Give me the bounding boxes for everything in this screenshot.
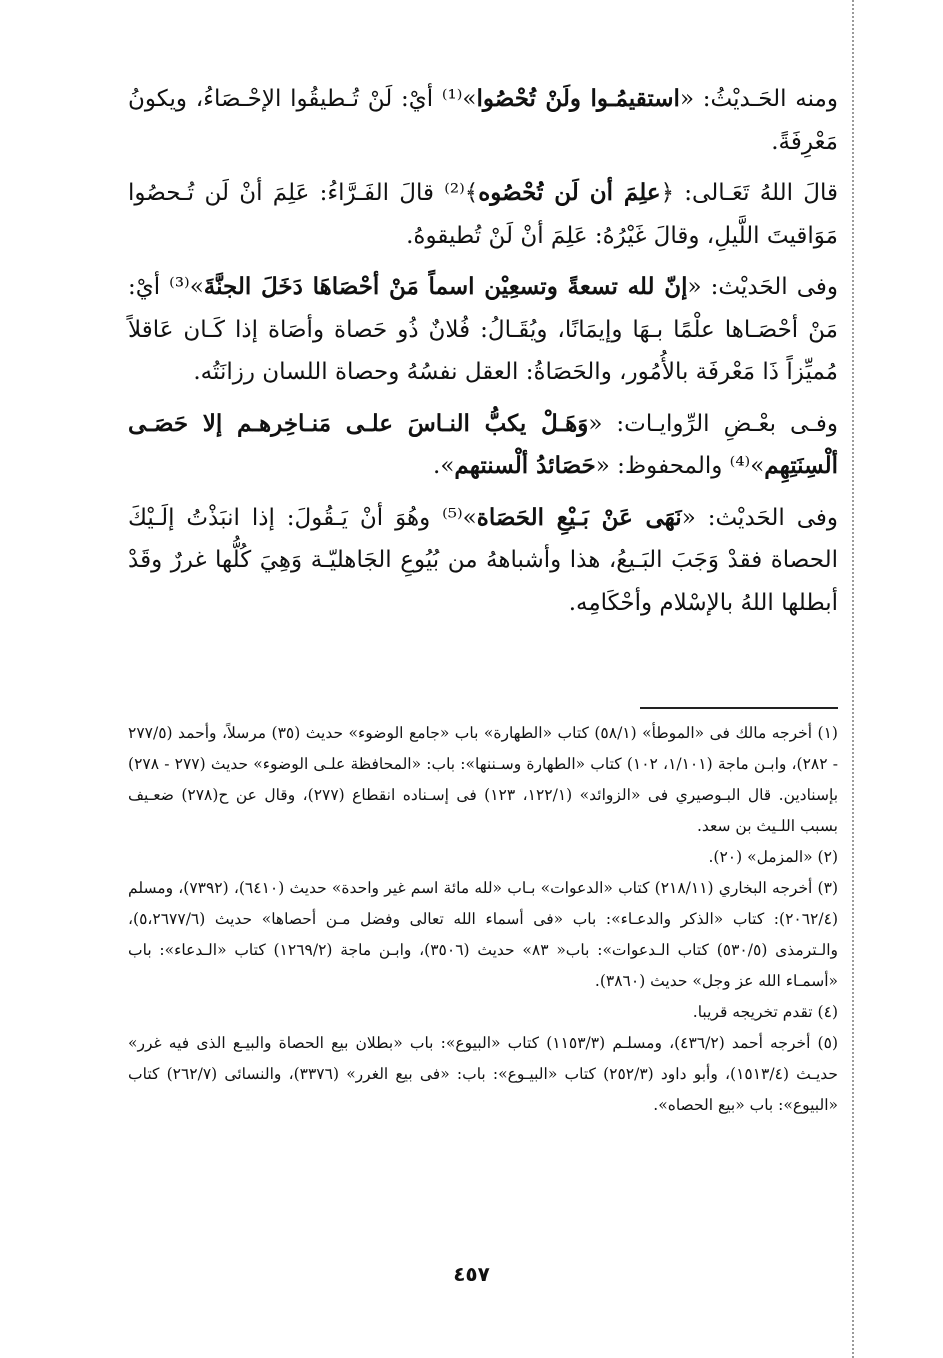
footnote-3: (٣) أخرجه البخاري (٢١٨/١١) كتاب «الدعوات» بـاب «لله مائة اسم غير واحدة» حديث (٦٤١٠)، (٧٣٩٢)، ومسلم (٢٠٦٢/٤): كتاب «الذكر والدعـاء»: باب «فى أسماء الله تعالى وفضل مـن أحصاها» حديث (٥،٢٦٧٧/٦)، والـترمذى (٥٣٠/٥) كتاب الـدعوات»: باب« ٨٣» حديث (٣٥٠٦)، وابـن ماجة (١٢٦٩/٢) كتاب «الـدعاء»: باب «أسمـاء الله عز وجل» حديث (٣٨٦٠). <box>128 879 838 990</box>
text: ومنه الحَـديْثُ: « <box>679 86 838 112</box>
footnote-separator <box>640 707 838 709</box>
paragraph-2 <box>128 172 838 257</box>
footnote-1: (١) أخرجه مالك فى «الموطأ» (٥٨/١) كتاب «الطهارة» باب «جامع الوضوء» حديث (٣٥) مرسلاً، وأحمد (٢٧٧/٥ - ٢٨٢)، وابـن ماجة (١/١٠١، ١٠٢) كتاب «الطهارة وسـننها»: باب: «المحافظة علـى الوضوء» حديث (٢٧٧ - ٢٧٨) بإسنادين. قال البـوصيري فى «الزوائد» (١٢٢/١، ١٢٣) فى إسـناده انقطاع (٢٧٧)، وقال عن ح(٢٧٨) ضعـيف بسبب اللـيث بن سعد. <box>128 724 839 835</box>
footnotes <box>128 718 838 1121</box>
page-number: ٤٥٧ <box>453 1262 490 1286</box>
text: ﴾⁽²⁾ قالَ الفَـرَّاءُ: عَلِمَ أنْ لَن تُـحصُوا مَوَاقيتَ اللَّيلِ، وقالَ غَيْرُهُ: عَلِمَ أنْ لَنْ تُطيقوهُ. <box>128 180 838 249</box>
hadith-quote: استقيمُـوا ولَنْ تُحْصُوا <box>476 85 680 112</box>
hadith-quote: نَهَى عَنْ بَـيْعِ الحَصَاة <box>476 503 682 531</box>
paragraph-1 <box>128 78 838 163</box>
hadith-quote: حَصَائدُ ألْسنتهم <box>454 452 596 479</box>
hadith-quote: إنّ لله تسعةً وتسعِيْن اسماً مَنْ أحْصَاهَا دَخَلَ الجنَّةَ <box>203 273 688 300</box>
footnote-2: (٢) «المزمل» (٢٠). <box>708 848 838 866</box>
text: وفى الحَديْث: « <box>681 504 838 531</box>
text: قالَ اللهُ تَعَـالى: ﴿ <box>660 180 839 206</box>
footnote-4: (٤) تقدم تخريجه قريبا. <box>692 1003 838 1021</box>
hadith-quote: وَهَـلْ يكبُّ النـاسَ علـى مَنـاخِرهـم إلا حَصَـى ألْسِنَتِهِم <box>128 409 838 479</box>
text: ». <box>433 453 455 479</box>
text: وفى الحَديْث: « <box>687 274 838 300</box>
quran-quote: علِمَ أن لَن تُحْصُوه <box>478 179 661 206</box>
text: »⁽³⁾ أيْ: مَنْ أحْصَـاها علْمًا بـهَا وإيمَانًا، ويُقَـالُ: فُلانٌ ذُو حَصاة وأصَاة إذا كَـان عَاقلاً مُميِّزاً ذَا مَعْرفَة بالأُمُور، والحَصَاةُ: العقل نفسُهُ وحصاة اللسان رزانَتُه. <box>128 274 838 385</box>
text: »⁽⁵⁾ وهُوَ أنْ يَـقُولَ: إذا انبَذْتُ إلَـيْكَ الحصاة فقدْ وَجَبَ البَـيعُ، هذا وأشباههُ من بُيُوعِ الجَاهليّـة وَهِيَ كُلُّها غررٌ وقَدْ أبطلها اللهُ بالإسْلام وأحْكَامِه. <box>128 504 838 616</box>
paragraph-5 <box>128 497 838 625</box>
text: وفـى بعْـضِ الرِّوايـات: « <box>588 410 838 437</box>
paragraph-3 <box>128 266 838 394</box>
text: »⁽⁴⁾ والمحفوظ: « <box>595 453 765 479</box>
binding-gutter <box>852 0 854 1358</box>
text: »⁽¹⁾ أيْ: لَنْ تُـطيقُوا الإحْـصَاءُ، ويكونُ مَعْرِفَةً. <box>128 86 838 155</box>
paragraph-4 <box>128 403 838 488</box>
main-text <box>128 78 838 633</box>
footnote-5: (٥) أخرجه أحمد (٤٣٦/٢)، ومسلـم (١١٥٣/٣) كتاب «البيوع»: باب «بطلان بيع الحصاة والبيـع الذى فيه غرر» حديـث (١٥١٣/٤)، وأبو داود (٢٥٢/٣) كتاب «البيـوع»: باب: «فى بيع الغرر» (٣٣٧٦)، والنسائى (٢٦٢/٧) كتاب «البيوع»: باب «بيع الحصاه». <box>128 1034 838 1114</box>
